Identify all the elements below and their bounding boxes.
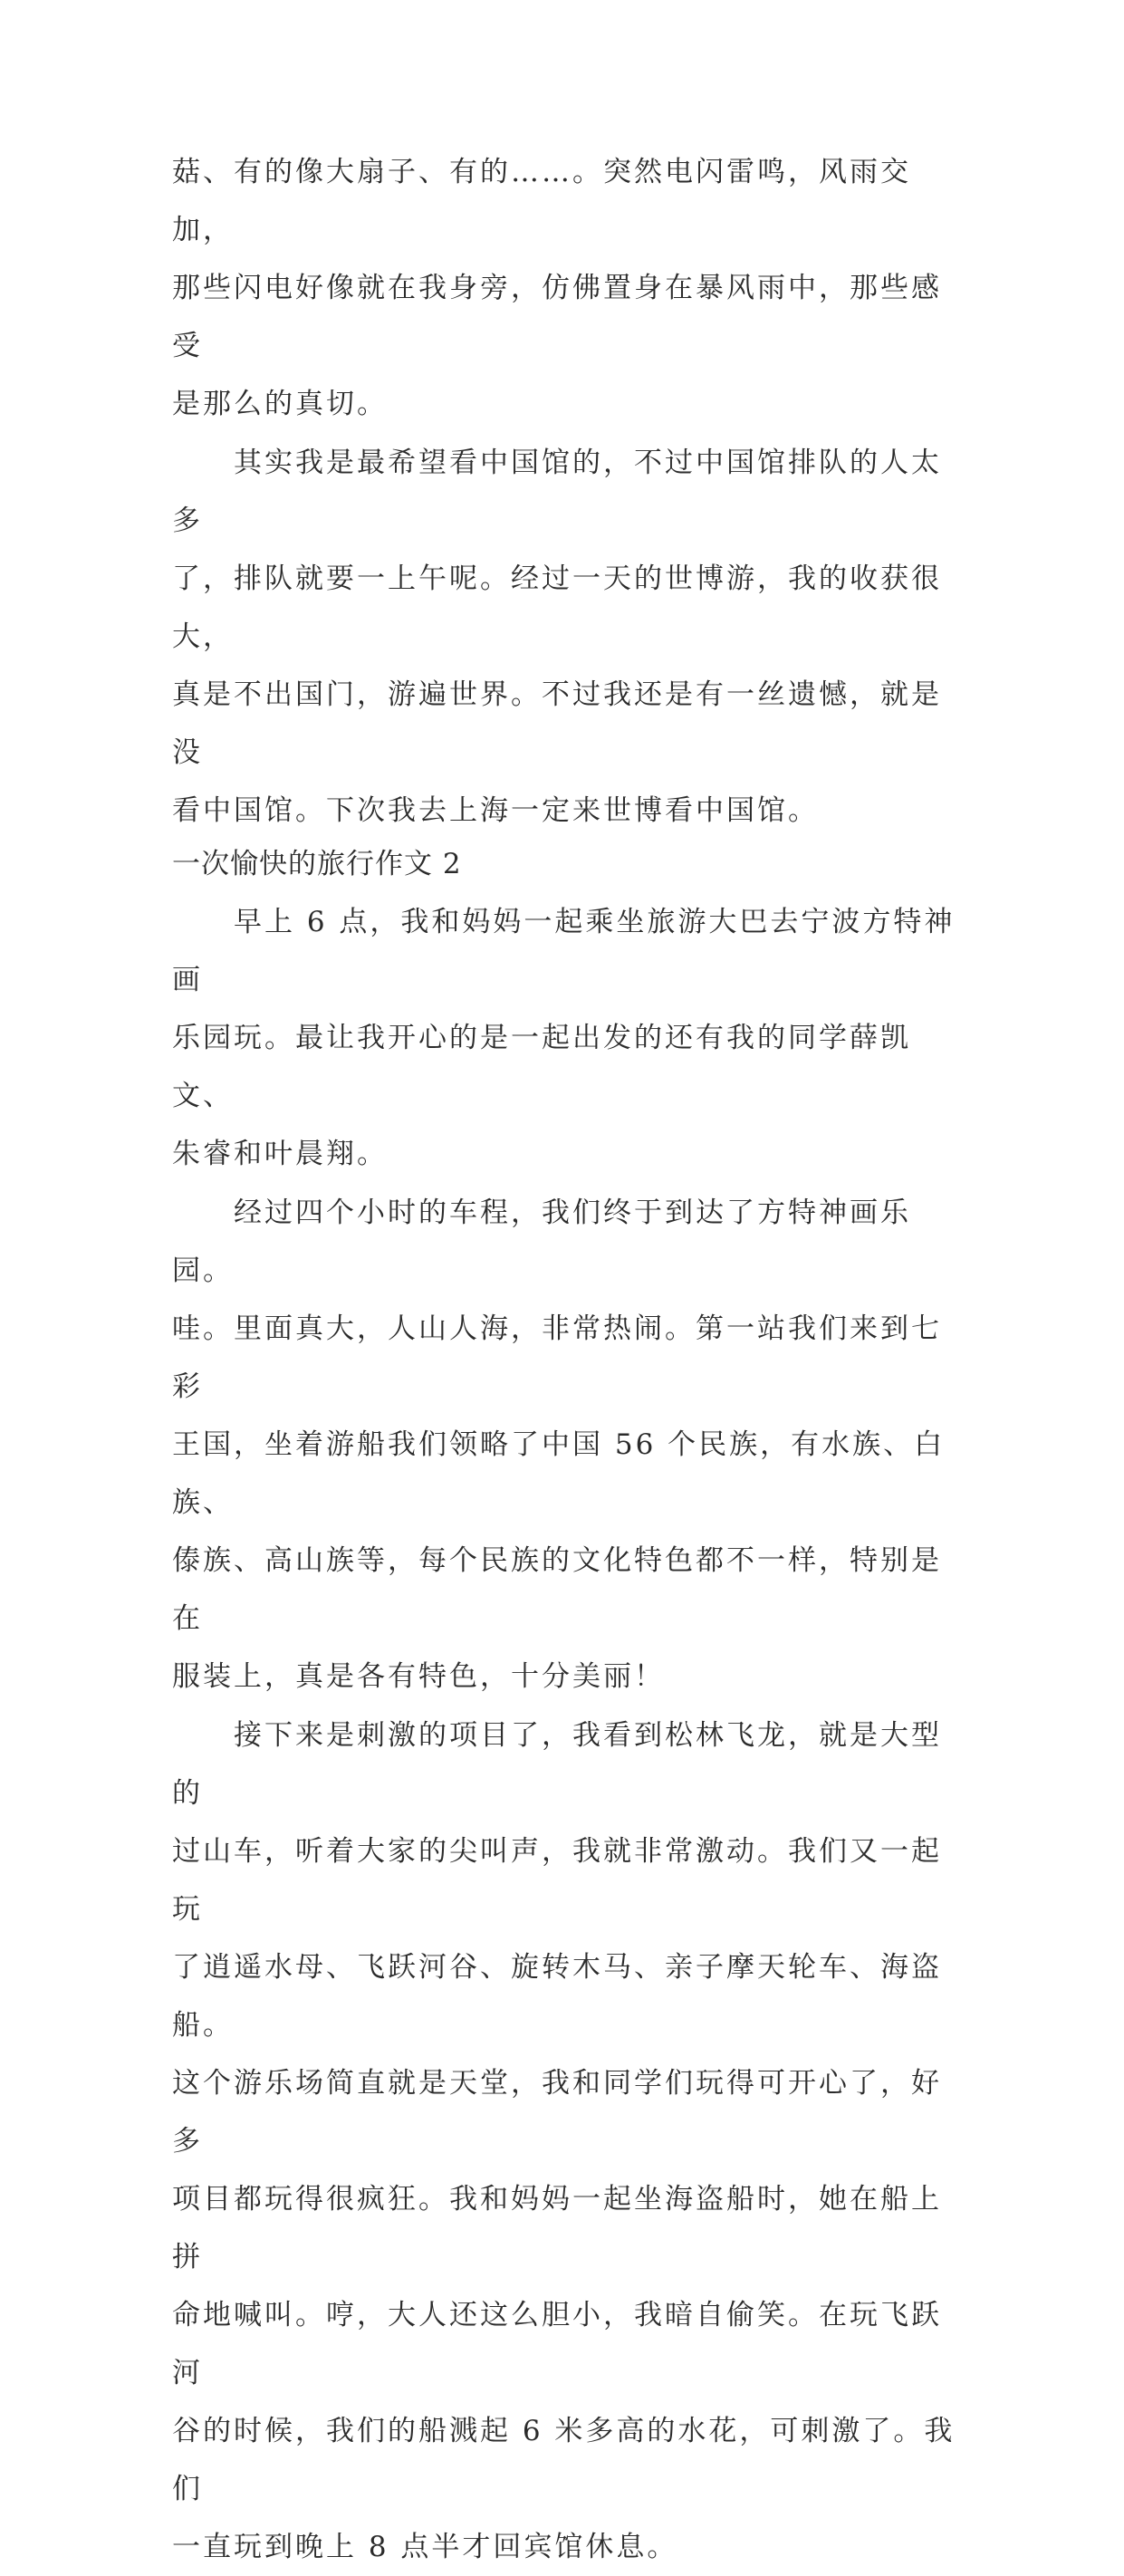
paragraph-arrival: 经过四个小时的车程，我们终于到达了方特神画乐园。 哇。里面真大，人山人海，非常热闹。第一站我们来到七彩 王国，坐着游船我们领略了中国 56 个民族，有水族、白族、 傣族、高山族等，每个民族的文化特色都不一样，特别是在 服装上，真是各有特色，十分美丽！ xyxy=(172,1197,946,1693)
paragraph-continuation: 菇、有的像大扇子、有的……。突然电闪雷鸣，风雨交加， 那些闪电好像就在我身旁，仿佛置身在暴风雨中，那些感受 是那么的真切。 xyxy=(172,156,942,420)
paragraph-rides: 接下来是刺激的项目了，我看到松林飞龙，就是大型的 过山车，听着大家的尖叫声，我就非常激动。我们又一起玩 了逍遥水母、飞跃河谷、旋转木马、亲子摩天轮车、海盗船。 这个游乐场简直就是天堂，我和同学们玩得可开心了，好多 项目都玩得很疯狂。我和妈妈一起坐海盗船时，她在船上拼 命地喊叫。哼，大人还这么胆小，我暗自偷笑。在玩飞跃河 谷的时候，我们的船溅起 6 米多高的水花，可刺激了。我们 一直玩到晚上 8 点半才回宾馆休息。 xyxy=(172,1719,956,2563)
paragraph-china-pavilion: 其实我是最希望看中国馆的，不过中国馆排队的人太多 了，排队就要一上午呢。经过一天的世博游，我的收获很大， 真是不出国门，游遍世界。不过我还是有一丝遗憾，就是没 看中国馆。下次我去上海一定来世博看中国馆。 xyxy=(172,447,942,827)
document-body xyxy=(172,143,969,2576)
essay-title: 一次愉快的旅行作文 2 xyxy=(172,848,462,880)
paragraph-morning-trip: 早上 6 点，我和妈妈一起乘坐旅游大巴去宁波方特神画 乐园玩。最让我开心的是一起出发的还有我的同学薛凯文、 朱睿和叶晨翔。 xyxy=(172,906,956,1170)
